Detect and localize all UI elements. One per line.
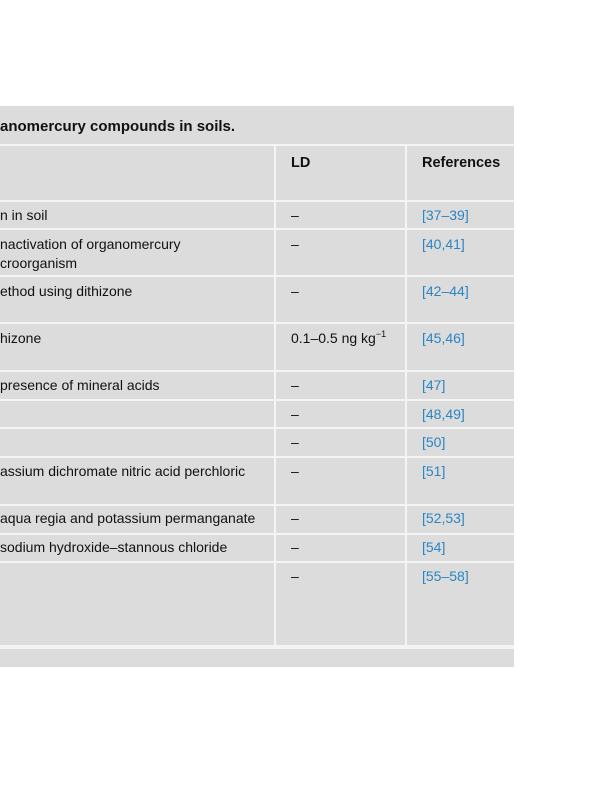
table-bottom-rule (0, 645, 514, 649)
row-divider (0, 144, 514, 146)
reference-link[interactable]: [40,41] (422, 236, 465, 252)
ld-value: 0.1–0.5 ng kg (291, 330, 376, 346)
table-panel (0, 106, 514, 667)
reference-link[interactable]: [37–39] (422, 207, 469, 223)
ld-cell: – (291, 434, 299, 450)
ld-unit-exponent: −1 (375, 329, 387, 339)
method-cell: hizone (0, 330, 42, 346)
ld-cell: – (291, 510, 299, 526)
ld-cell: – (291, 568, 299, 584)
method-cell: sodium hydroxide–stannous chloride (0, 539, 228, 555)
row-divider (0, 533, 514, 535)
method-cell: croorganism (0, 255, 78, 271)
ld-cell: – (291, 207, 299, 223)
row-divider (0, 456, 514, 458)
reference-link[interactable]: [47] (422, 377, 446, 393)
method-cell: nactivation of organomercury (0, 236, 181, 252)
reference-link[interactable]: [42–44] (422, 283, 469, 299)
header-references: References (422, 155, 501, 171)
method-cell: assium dichromate nitric acid perchloric (0, 463, 246, 479)
row-divider (0, 275, 514, 277)
ld-cell: – (291, 539, 299, 555)
reference-link[interactable]: [48,49] (422, 406, 465, 422)
row-divider (0, 370, 514, 372)
ld-cell: – (291, 406, 299, 422)
reference-link[interactable]: [45,46] (422, 330, 465, 346)
reference-link[interactable]: [52,53] (422, 510, 465, 526)
method-cell: presence of mineral acids (0, 377, 160, 393)
reference-link[interactable]: [50] (422, 434, 446, 450)
row-divider (0, 228, 514, 230)
column-divider (405, 144, 407, 645)
row-divider (0, 561, 514, 563)
column-divider (274, 144, 276, 645)
row-divider (0, 504, 514, 506)
header-ld: LD (291, 155, 311, 171)
method-cell: n in soil (0, 207, 48, 223)
row-divider (0, 399, 514, 401)
ld-cell: – (291, 463, 299, 479)
reference-link[interactable]: [54] (422, 539, 446, 555)
method-cell: aqua regia and potassium permanganate (0, 510, 256, 526)
reference-link[interactable]: [55–58] (422, 568, 469, 584)
table-caption: anomercury compounds in soils. (0, 118, 236, 135)
row-divider (0, 200, 514, 202)
ld-cell: – (291, 236, 299, 252)
ld-cell (291, 329, 386, 348)
reference-link[interactable]: [51] (422, 463, 446, 479)
row-divider (0, 427, 514, 429)
method-cell: ethod using dithizone (0, 283, 133, 299)
ld-cell: – (291, 377, 299, 393)
row-divider (0, 322, 514, 324)
ld-cell: – (291, 283, 299, 299)
